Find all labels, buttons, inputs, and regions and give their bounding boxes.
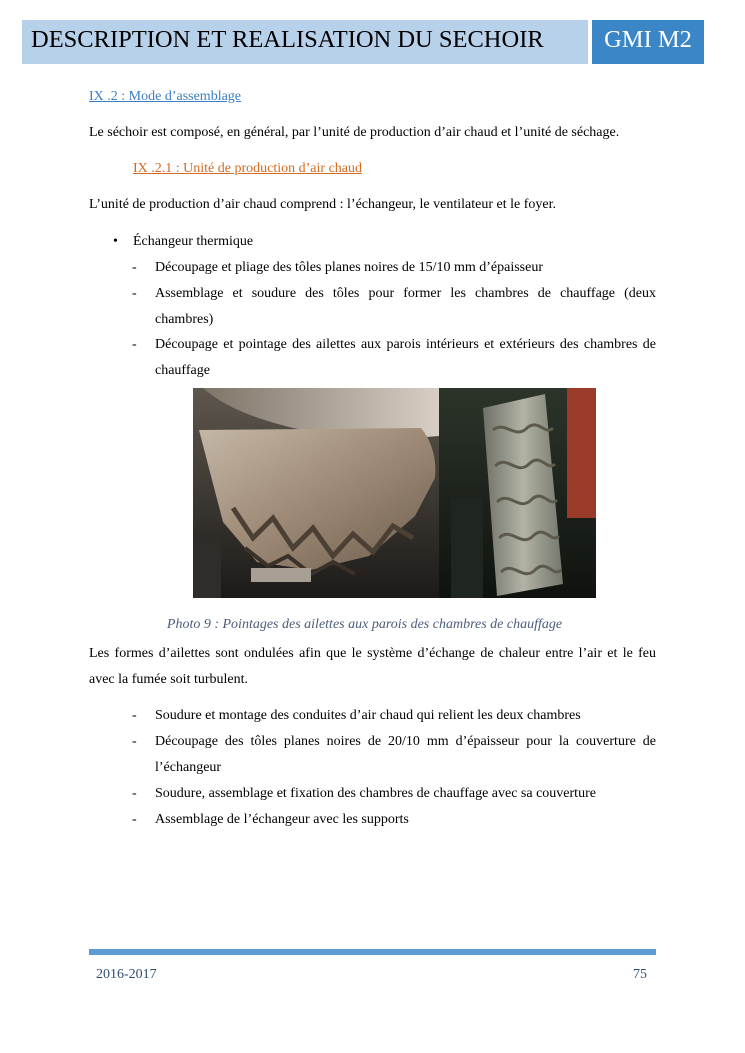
list-dash: -: [132, 708, 137, 723]
list-item: [132, 332, 656, 384]
list-dash: -: [132, 337, 137, 352]
list-item-text: Découpage des tôles planes noires de 20/10 mm d’épaisseur pour la couverture de l’échangeur: [155, 734, 656, 775]
list-dash: -: [132, 812, 137, 827]
fin-welding-photo: [193, 388, 596, 598]
list-item: [132, 807, 656, 833]
list-item: [132, 703, 656, 729]
header-badge: GMI M2: [592, 20, 704, 64]
subsection-heading: IX .2.1 : Unité de production d’air chaud: [133, 161, 362, 176]
list-item: [132, 781, 656, 807]
footer-year: 2016-2017: [96, 967, 157, 982]
section-intro: Le séchoir est composé, en général, par l’unité de production d’air chaud et l’unité de séchage.: [89, 125, 620, 140]
list-item: [132, 729, 656, 781]
list-item-text: Soudure, assemblage et fixation des chambres de chauffage avec sa couverture: [155, 786, 596, 801]
bullet-symbol: •: [113, 234, 118, 249]
list-dash: -: [132, 734, 137, 749]
list-dash: -: [132, 786, 137, 801]
bullet-label: Échangeur thermique: [133, 234, 254, 249]
list-dash: -: [132, 260, 137, 275]
list-item-text: Découpage et pointage des ailettes aux parois intérieurs et extérieurs des chambres de chauffage: [155, 337, 656, 378]
list-item-text: Assemblage et soudure des tôles pour former les chambres de chauffage (deux chambres): [155, 286, 656, 327]
explanation-paragraph: Les formes d’ailettes sont ondulées afin que le système d’échange de chaleur entre l’air et le feu avec la fumée soit turbulent.: [89, 646, 656, 687]
header-title: DESCRIPTION ET REALISATION DU SECHOIR: [22, 20, 588, 64]
page-number: 75: [633, 967, 647, 982]
list-item: [132, 281, 656, 333]
bullet-item: [113, 229, 253, 255]
list-item-text: Découpage et pliage des tôles planes noires de 15/10 mm d’épaisseur: [155, 260, 543, 275]
list-item-text: Soudure et montage des conduites d’air chaud qui relient les deux chambres: [155, 708, 581, 723]
footer-rule: [89, 949, 656, 955]
section-heading: IX .2 : Mode d’assemblage: [89, 89, 242, 104]
list-dash: -: [132, 286, 137, 301]
figure-caption: Photo 9 : Pointages des ailettes aux parois des chambres de chauffage: [166, 617, 563, 632]
list-item-text: Assemblage de l’échangeur avec les supports: [155, 812, 409, 827]
subsection-intro: L’unité de production d’air chaud comprend : l’échangeur, le ventilateur et le foyer.: [89, 197, 556, 212]
list-item: [132, 255, 656, 281]
